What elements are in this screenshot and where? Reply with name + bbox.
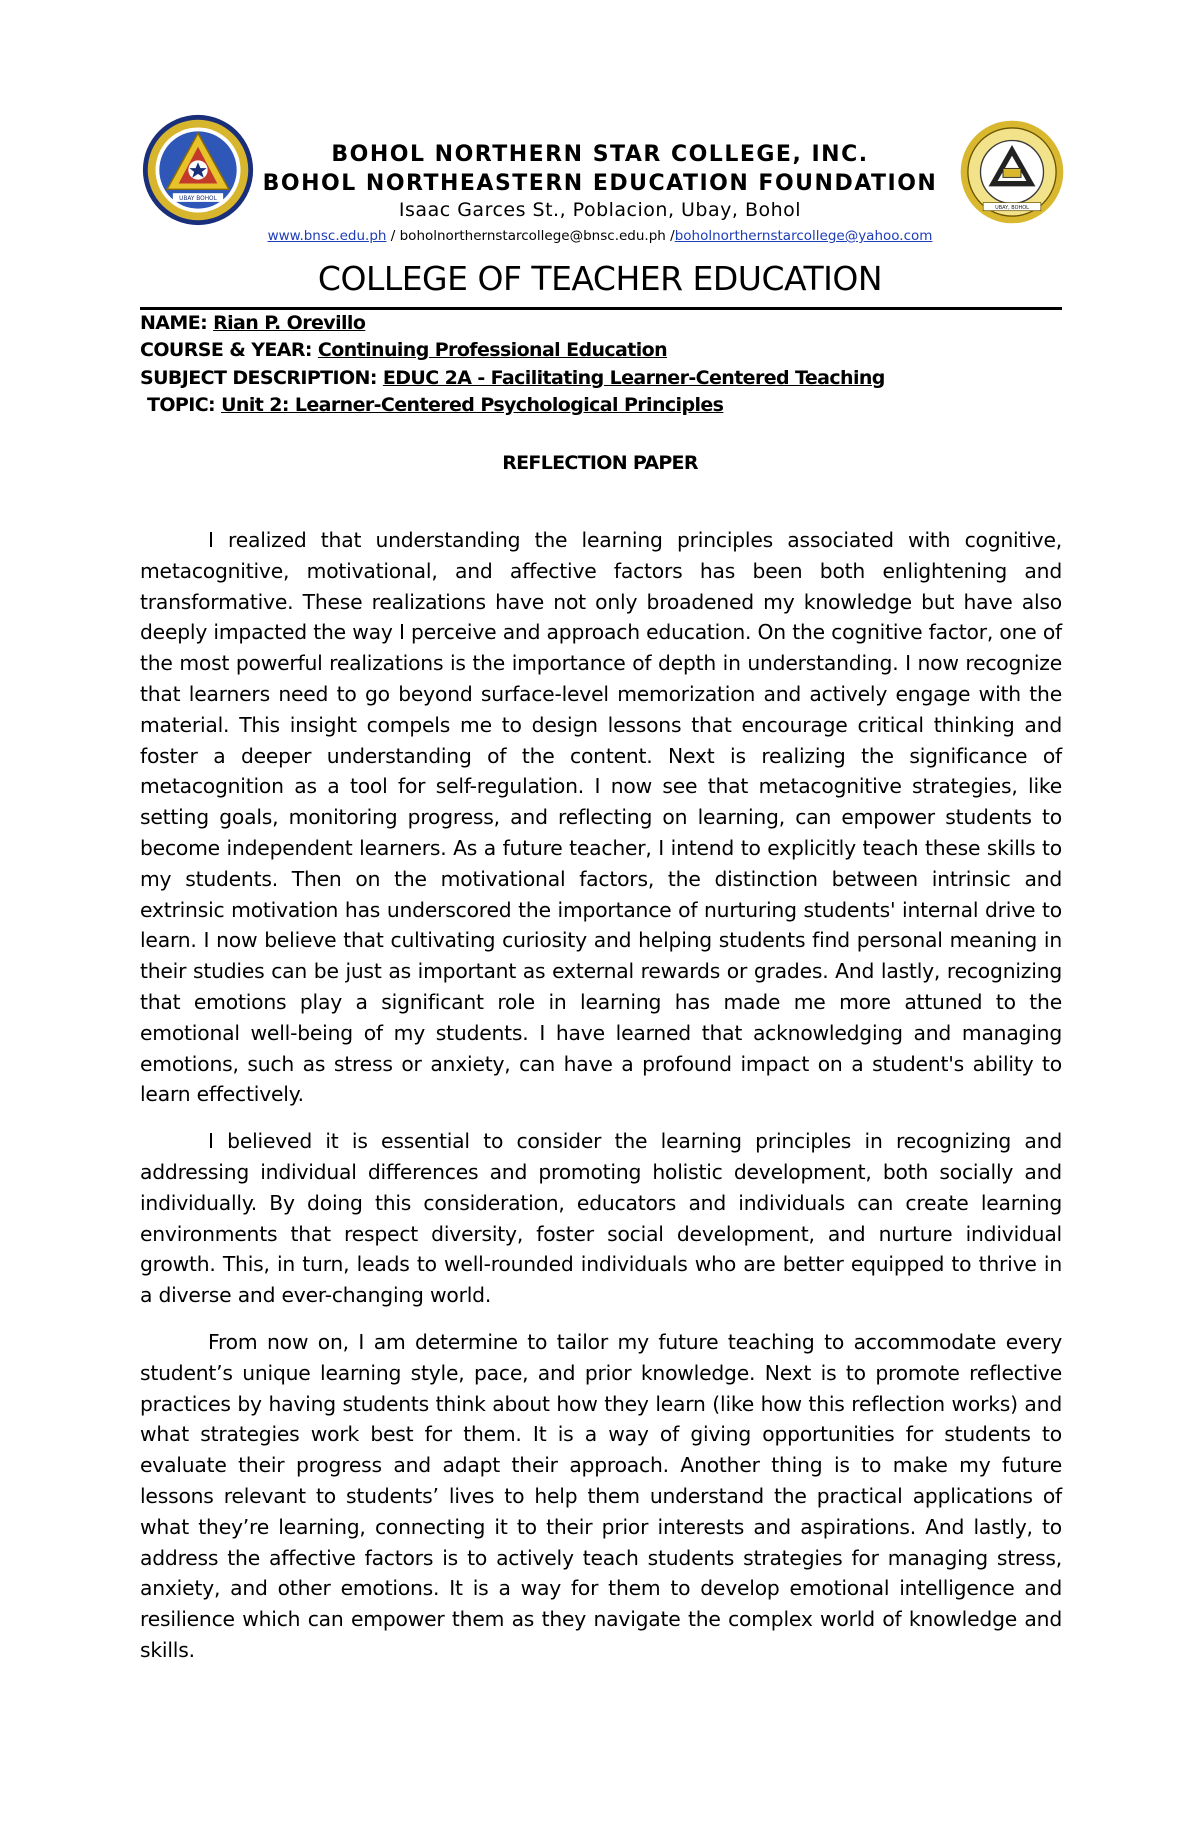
svg-text:UBAY, BOHOL: UBAY, BOHOL <box>995 204 1029 211</box>
topic-row <box>147 394 723 416</box>
course-row <box>140 339 667 361</box>
svg-text:UBAY BOHOL: UBAY BOHOL <box>179 195 217 202</box>
website-link[interactable]: www.bnsc.edu.ph <box>267 228 387 244</box>
subject-value: EDUC 2A - Facilitating Learner-Centered Teaching <box>382 367 885 389</box>
link-separator: / <box>665 228 675 244</box>
course-value: Continuing Professional Education <box>317 339 668 361</box>
institution-address: Isaac Garces St., Poblacion, Ubay, Bohol <box>398 199 802 221</box>
yahoo-email-link[interactable]: bohol​northernstarcollege@yahoo.com <box>674 228 933 244</box>
institutional-email: bohol​northernstarcollege@bnsc.edu.ph <box>399 228 666 244</box>
topic-label: TOPIC: <box>147 394 222 416</box>
link-separator: / <box>386 228 400 244</box>
college-title: COLLEGE OF TEACHER EDUCATION <box>317 259 883 298</box>
document-title: REFLECTION PAPER <box>502 452 698 474</box>
contact-links <box>0 228 1200 244</box>
topic-value: Unit 2: Learner-Centered Psychological Principles <box>221 394 724 416</box>
name-value: Rian P. Orevillo <box>213 312 366 334</box>
student-name-row <box>140 312 365 334</box>
subject-row <box>140 367 885 389</box>
name-label: NAME: <box>140 312 214 334</box>
paragraph: I realized that understanding the learning principles associated with cognitive, metacognitive, motivational, and affective factors has been both enlightening and transformative. These realizations have not only broadened my knowledge but have also deeply impacted the way I perceive and approach education. On the cognitive factor, one of the most powerful realizations is the importance of depth in understanding. I now recognize that learners need to go beyond surface-level memorization and actively engage with the material. This insight compels me to design lessons that encourage critical thinking and foster a deeper understanding of the content. Next is realizing the significance of metacognition as a tool for self-regulation. I now see that metacognitive strategies, like setting goals, monitoring progress, and reflecting on learning, can empower students to become independent learners. As a future teacher, I intend to explicitly teach these skills to my students. Then on the motivational factors, the distinction between intrinsic and extrinsic motivation has underscored the importance of nurturing students' internal drive to learn. I now believe that cultivating curiosity and helping students find personal meaning in their studies can be just as important as external rewards or grades. And lastly, recognizing that emotions play a significant role in learning has made me more attuned to the emotional well-being of my students. I have learned that acknowledging and managing emotions, such as stress or anxiety, can have a profound impact on a student's ability to learn effectively. <box>140 528 1062 1107</box>
foundation-name: BOHOL NORTHEASTERN EDUCATION FOUNDATION <box>262 171 938 196</box>
paragraph: I believed it is essential to consider the learning principles in recognizing and addressing individual differences and promoting holistic development, both socially and individually. By doing this consideration, educators and individuals can create learning environments that respect diversity, foster social development, and nurture individual growth. This, in turn, leads to well-rounded individuals who are better equipped to thrive in a diverse and ever-changing world. <box>140 1129 1062 1308</box>
institution-name: BOHOL NORTHERN STAR COLLEGE, INC. <box>331 142 869 167</box>
reflection-body <box>140 525 1062 1682</box>
subject-label: SUBJECT DESCRIPTION: <box>140 367 383 389</box>
paragraph: From now on, I am determine to tailor my future teaching to accommodate every student’s unique learning style, pace, and prior knowledge. Next is to promote reflective practices by having students think about how they learn (like how this reflection works) and what strategies work best for them. It is a way of giving opportunities for students to evaluate their progress and adapt their approach. Another thing is to make my future lessons relevant to students’ lives to help them understand the practical applications of what they’re learning, connecting it to their prior interests and aspirations. And lastly, to address the affective factors is to actively teach students strategies for managing stress, anxiety, and other emotions. It is a way for them to develop emotional intelligence and resilience which can empower them as they navigate the complex world of knowledge and skills. <box>140 1329 1062 1662</box>
header-divider <box>140 307 1062 310</box>
course-label: COURSE & YEAR: <box>140 339 318 361</box>
